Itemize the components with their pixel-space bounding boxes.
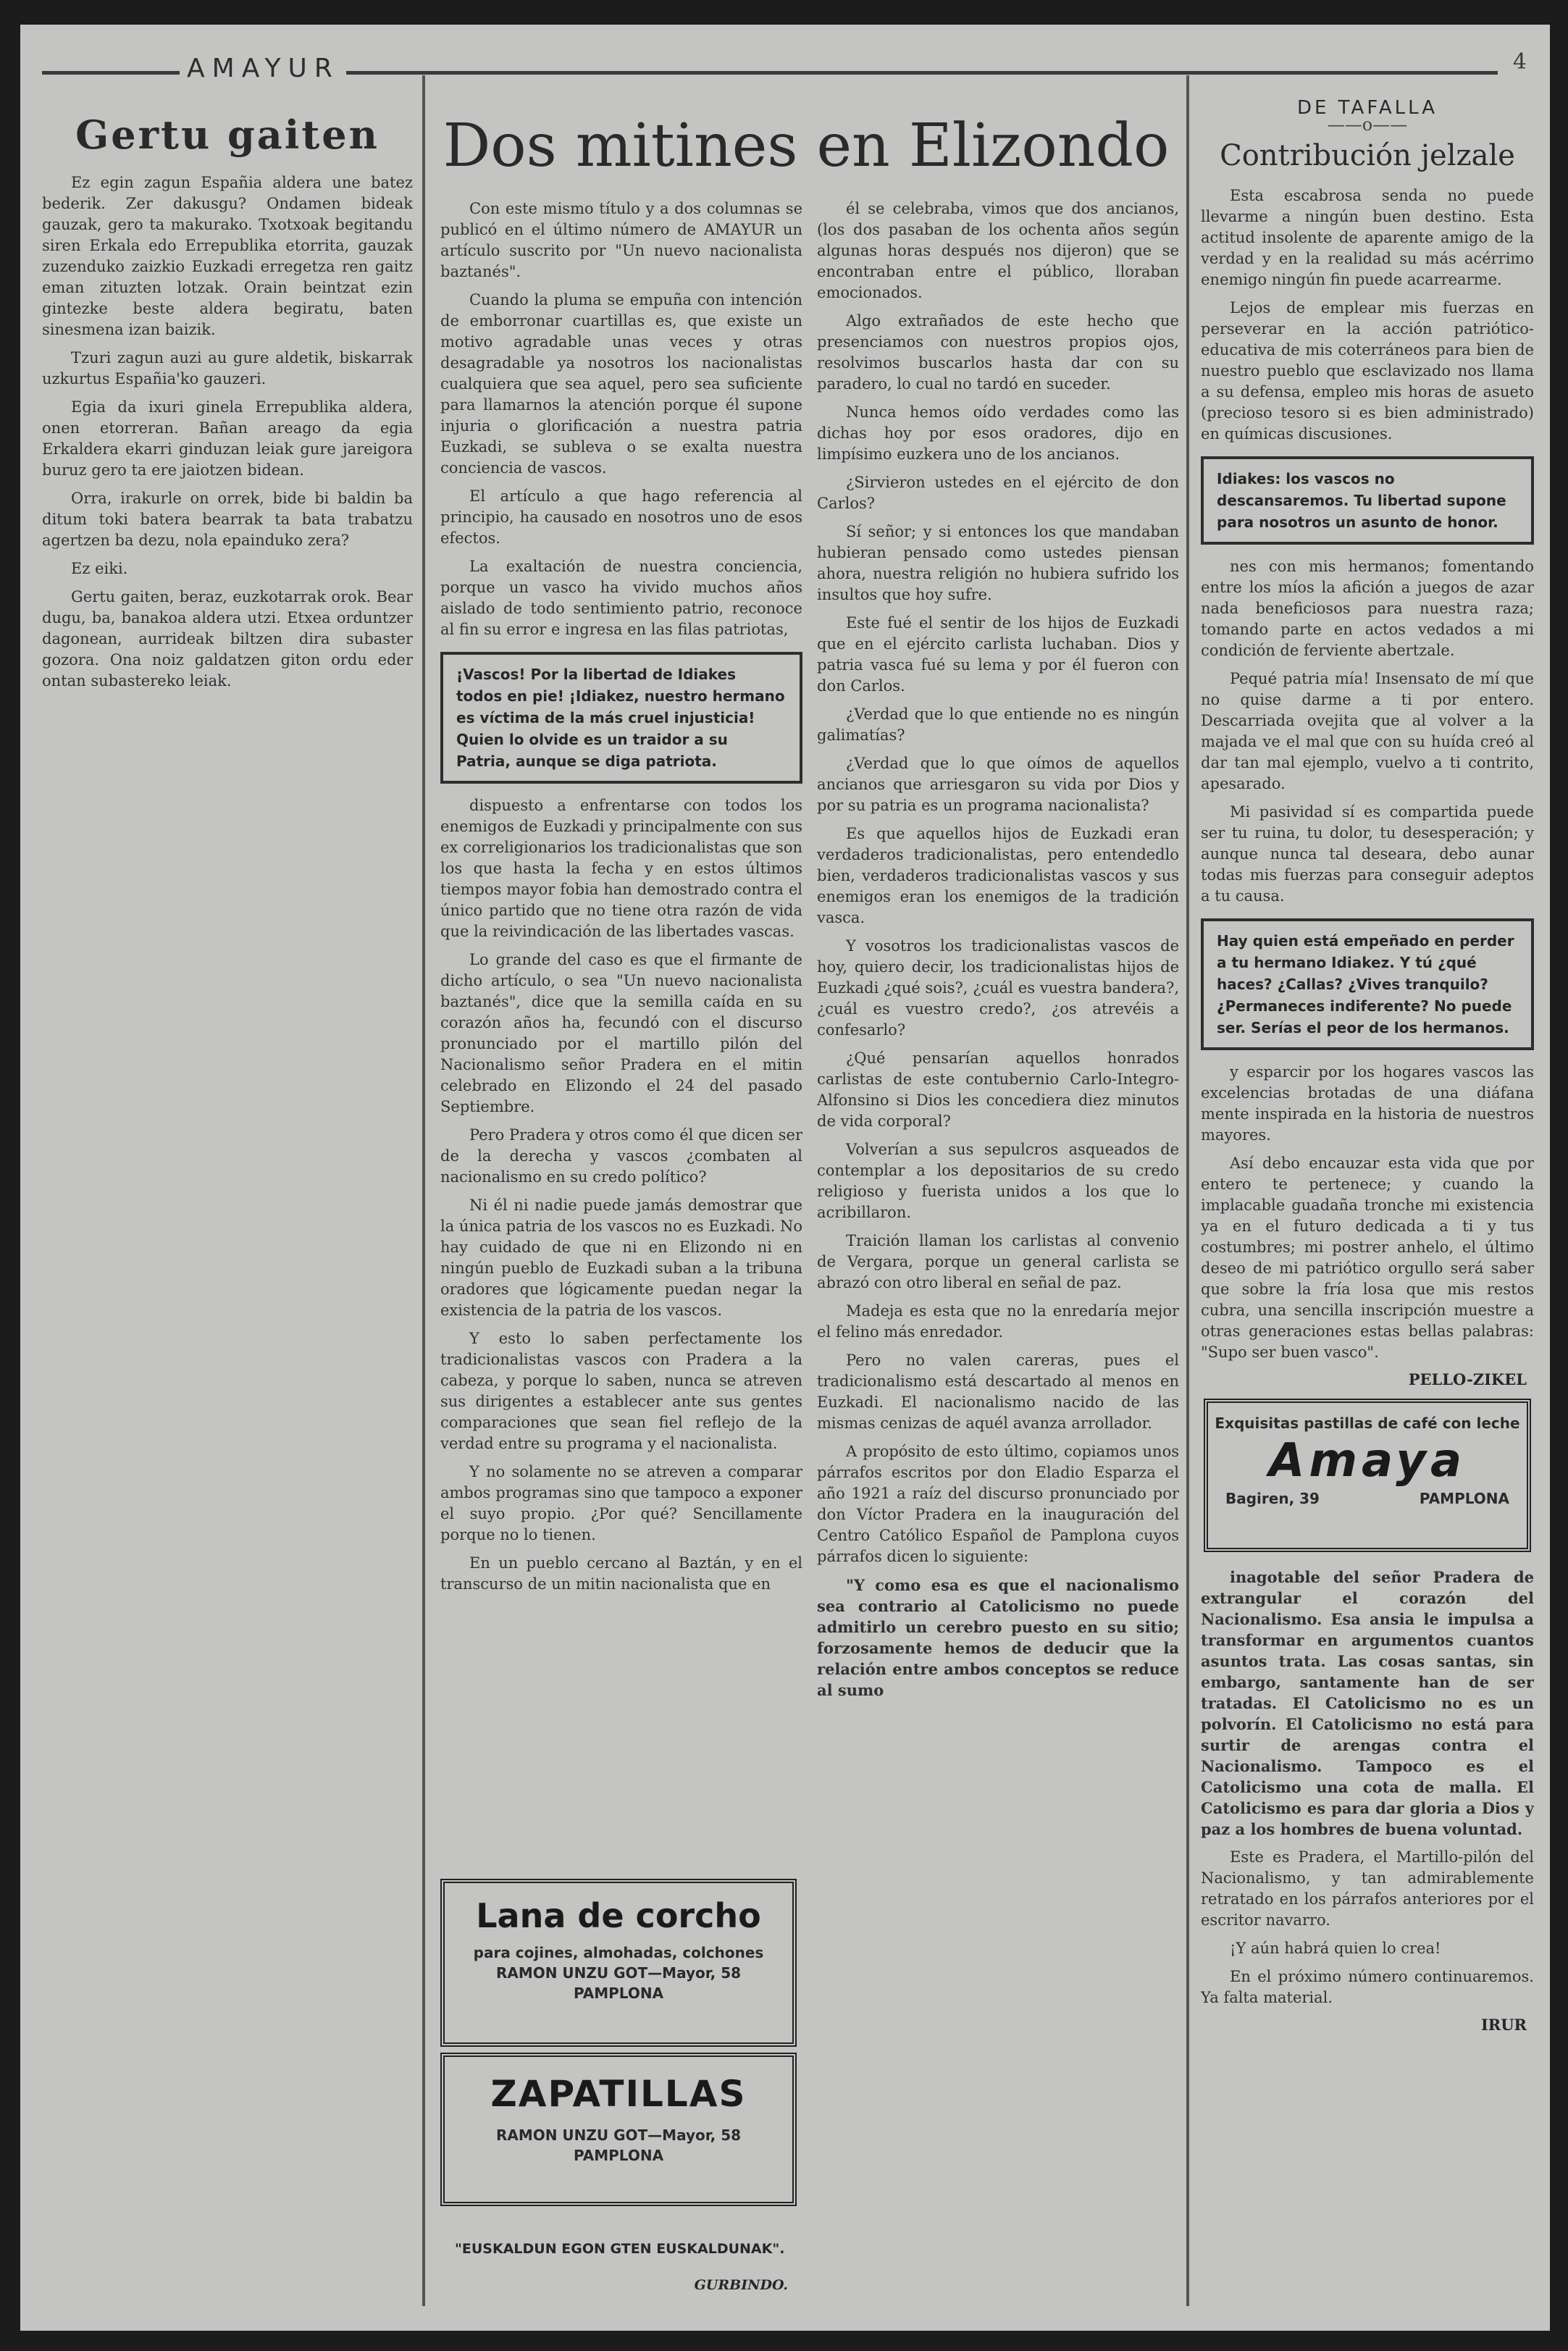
- footer-motto: "EUSKALDUN EGON GTEN EUSKALDUNAK".: [455, 2241, 785, 2257]
- article-quote: "Y como esa es que el nacionalismo sea contrario al Catolicismo no puede admitirlo un cerebro puesto en su sitio; forzosamente hemos de deducir que la relación entre ambos conceptos se reduce al sumo: [817, 1576, 1179, 1699]
- article-dos-mitines-col-a: [440, 198, 802, 1987]
- article-paragraph: Este fué el sentir de los hijos de Euzkadi que en el ejército carlista luchaban. Dios y patria vasca fué su lema y por él fueron con don Carlos.: [817, 614, 1179, 695]
- article-paragraph: inagotable del señor Pradera de extrangular el corazón del Nacionalismo. Esa ansia le impulsa a transformar en argumentos cuantos asuntos trata. Las cosas santas, sin embargo, santamente han de ser tratadas. El Catolicismo no es un polvorín. El Catolicismo no está para surtir de arengas contra el Nacionalismo. Tampoco es el Catolicismo una cota de malla. El Catolicismo es para dar gloria a Dios y paz a los hombres de buena voluntad.: [1201, 1568, 1534, 1838]
- article-paragraph: En el próximo número continuaremos. Ya falta material.: [1201, 1968, 1534, 2006]
- article-paragraph: Lejos de emplear mis fuerzas en perseverar en la acción patriótico-educativa de mis coterráneos para bien de nuestro pueblo que esclavizado nos llama a su defensa, empleo mis horas de asueto (precioso tesoro si es bien administrado) en químicas discusiones.: [1201, 299, 1534, 443]
- article-paragraph: Nunca hemos oído verdades como las dichas hoy por esos oradores, dijo en limpísimo euzkera uno de los ancianos.: [817, 403, 1179, 463]
- article-body: [1201, 1062, 1534, 1363]
- article-body: [817, 198, 1179, 1701]
- article-gertu-gaiten: [42, 112, 413, 2313]
- ornament-divider: ——o——: [1327, 114, 1408, 135]
- article-paragraph: Volverían a sus sepulcros asqueados de contemplar a los depositarios de su credo religioso y fuerista unidos a los que lo acribillaron.: [817, 1141, 1179, 1221]
- article-paragraph: Es que aquellos hijos de Euzkadi eran verdaderos tradicionalistas, pero entendedlo bien, verdaderos tradicionalistas vascos y sus enemigos eran los enemigos de la tradición vasca.: [817, 825, 1179, 926]
- article-paragraph: nes con mis hermanos; fomentando entre los míos la afición a juegos de azar nada beneficiosos para nuestra raza; tomando parte en actos vedados a mi condición de ferviente abertzale.: [1201, 558, 1534, 659]
- ad-lana-de-corcho: [440, 1879, 797, 2047]
- article-paragraph: Ez eiki.: [71, 560, 128, 577]
- notice-box: Hay quien está empeñado en perder a tu hermano Idiakez. Y tú ¿qué haces? ¿Callas? ¿Vives tranquilo? ¿Permaneces indiferente? No puede ser. Serías el peor de los hermanos.: [1201, 918, 1534, 1050]
- ad-address: Bagiren, 39: [1225, 1490, 1320, 1507]
- footer-signature: GURBINDO.: [694, 2277, 788, 2293]
- article-paragraph: Gertu gaiten, beraz, euzkotarrak orok. Bear dugu, ba, banakoa aldera utzi. Etxea orduntzer dagonean, aurrideak biltzen dira subaster gozora. Ona noiz galdatzen giton ordu eder ontan subastereko leiak.: [42, 588, 413, 690]
- article-kicker: DE TAFALLA: [1296, 97, 1438, 119]
- article-title: Contribución jelzale: [1220, 139, 1515, 172]
- article-signature: IRUR: [1480, 2016, 1527, 2034]
- ad-headline: ZAPATILLAS: [490, 2073, 747, 2115]
- page-number: 4: [1512, 49, 1527, 75]
- article-paragraph: Lo grande del caso es que el firmante de dicho artículo, o sea "Un nuevo nacionalista baztanés", dice que la semilla caída en su corazón años ha, fecundó con el discurso pronunciado por el martillo pilón del Nacionalismo señor Pradera en el mitin celebrado en Elizondo el 24 del pasado Septiembre.: [440, 951, 802, 1115]
- article-paragraph: Y no solamente no se atreven a comparar ambos programas sino que tampoco a exponer el suyo propio. ¿Por qué? Sencillamente porque no lo tienen.: [440, 1463, 802, 1543]
- page-header: [42, 49, 1527, 85]
- article-paragraph: Así debo encauzar esta vida que por entero te pertenece; y cuando la implacable guadaña tronche mi existencia ya en el futuro dedicada a ti y tus costumbres; mi postrer anhelo, el último deseo de mi patriótico orgullo será saber que sobre la fría losa que mis restos cubra, una sencilla inscripción muestre a otras generaciones estas bellas palabras: "Supo ser buen vasco".: [1201, 1154, 1534, 1361]
- column-divider: [1186, 75, 1189, 2306]
- ad-city: PAMPLONA: [1419, 1490, 1509, 1507]
- article-paragraph: y esparcir por los hogares vascos las excelencias brotadas de una diáfana mente inspirada en la historia de nuestros mayores.: [1201, 1063, 1534, 1144]
- ad-text: Exquisitas pastillas de café con leche: [1215, 1415, 1520, 1432]
- article-paragraph: Y esto lo saben perfectamente los tradicionalistas vascos con Pradera a la cabeza, y porque lo saben, nunca se atreven sus dirigentes a establecer ante sus gentes comparaciones que sean fiel reflejo de la verdad entre su programa y el nacionalista.: [440, 1330, 802, 1452]
- ad-zapatillas: [440, 2053, 797, 2206]
- article-paragraph: ¿Sirvieron ustedes en el ejército de don Carlos?: [817, 474, 1179, 512]
- article-paragraph: Pequé patria mía! Insensato de mí que no quise darme a ti por entero. Descarriada ovejita que al volver a la majada ve el mal que con su huída creó al dar tan mal ejemplo, vuelvo a ti contrito, apesarado.: [1201, 670, 1534, 792]
- article-paragraph: Ez egin zagun Españia aldera une batez bederik. Zer dakusgu? Ondamen bideak gauzak, gero ta makurako. Txotxoak begitandu siren Erkala edo Errepublika etorrita, gauzak zuzenduko zaizkio Euzkadi erregetza ren gaitz eman zituzten lotzak. Orain beintzat ezin gintezke beste aldera begiratu, baten sinesmena izan baizik.: [42, 174, 413, 338]
- article-paragraph: ¡Y aún habrá quien lo crea!: [1230, 1940, 1441, 1957]
- article-paragraph: Pero no valen careras, pues el tradicionalismo está descartado al menos en Euzkadi. El nacionalismo nacido de las mismas cenizas de aquél avanza arrollador.: [817, 1351, 1179, 1432]
- article-paragraph: A propósito de esto último, copiamos unos párrafos escritos por don Eladio Esparza el año 1921 a raíz del discurso pronunciado por don Víctor Pradera en la inauguración del Centro Católico Español de Pamplona cuyos párrafos dicen lo siguiente:: [817, 1443, 1179, 1565]
- article-paragraph: El artículo a que hago referencia al principio, ha causado en nosotros uno de esos efectos.: [440, 487, 802, 547]
- article-paragraph: Algo extrañados de este hecho que presenciamos con nuestros propios ojos, resolvimos buscarlos hasta dar con su paradero, lo cual no tardó en suceder.: [817, 312, 1179, 393]
- article-signature: PELLO-ZIKEL: [1408, 1370, 1527, 1388]
- ad-city: PAMPLONA: [573, 1985, 664, 2002]
- ad-address-row: [1208, 1488, 1527, 1509]
- article-paragraph: dispuesto a enfrentarse con todos los enemigos de Euzkadi y principalmente con sus ex correligionarios los tradicionalistas que son los que hasta la fecha y en estos últimos tiempos mayor fobia han demostrado contra el único partido que no tiene otra razón de vida que la reivindicación de las libertades vascas.: [440, 797, 802, 940]
- ad-headline: Lana de corcho: [476, 1896, 761, 1935]
- article-paragraph: él se celebraba, vimos que dos ancianos, (los dos pasaban de los ochenta años según algunas horas después nos dijeron) que se encontraban entre el público, lloraban emocionados.: [817, 200, 1179, 301]
- article-paragraph: Cuando la pluma se empuña con intención de emborronar cuartillas es, que existe un motivo agradable unas veces y otras desagradable ya nosotros los nacionalistas cualquiera que sea aquel, pero sea suficiente para llamarnos la atención porque él supone injuria o glorificación a nuestra patria Euzkadi, se subleva o se exalta nuestra conciencia de vascos.: [440, 291, 802, 477]
- article-paragraph: Sí señor; y si entonces los que mandaban hubieran pensado como ustedes piensan ahora, nuestra religión no hubiera sufrido los insultos que hoy sufre.: [817, 523, 1179, 603]
- article-paragraph: Tzuri zagun auzi au gure aldetik, biskarrak uzkurtus Españia'ko gauzeri.: [42, 349, 413, 387]
- article-paragraph: Mi pasividad sí es compartida puede ser tu ruina, tu dolor, tu desesperación; y aunque nunca tal deseara, debo aunar todas mis fuerzas para conseguir adeptos a tu causa.: [1201, 803, 1534, 905]
- article-paragraph: Con este mismo título y a dos columnas se publicó en el último número de AMAYUR un artículo suscrito por "Un nuevo nacionalista baztanés".: [440, 200, 802, 280]
- ad-city: PAMPLONA: [573, 2147, 664, 2164]
- article-body: [1201, 1567, 1534, 2008]
- notice-box: ¡Vascos! Por la libertad de Idiakes todos en pie! ¡Idiakez, nuestro hermano es víctima de la más cruel injusticia! Quien lo olvide es un traidor a su Patria, aunque se diga patriota.: [440, 652, 802, 784]
- article-body: [440, 795, 802, 1595]
- article-paragraph: Madeja es esta que no la enredaría mejor el felino más enredador.: [817, 1302, 1179, 1341]
- article-paragraph: Esta escabrosa senda no puede llevarme a ningún buen destino. Esta actitud insolente de aparente amigo de la verdad y en la realidad su más acérrimo enemigo ningún fin puede acarrearme.: [1201, 187, 1534, 288]
- article-paragraph: En un pueblo cercano al Baztán, y en el transcurso de un mitin nacionalista que en: [440, 1554, 802, 1593]
- article-paragraph: Ni él ni nadie puede jamás demostrar que la única patria de los vascos no es Euzkadi. No hay cuidado de que ni en Elizondo ni en ningún pueblo de Euzkadi suban a la tribuna oradores que lógicamente puedan negar la existencia de la patria de los vascos.: [440, 1197, 802, 1319]
- article-paragraph: ¿Qué pensarían aquellos honrados carlistas de este contubernio Carlo-Integro-Alfonsino si Dios les concediera diez minutos de vida corporal?: [817, 1049, 1179, 1130]
- masthead-title: AMAYUR: [187, 54, 340, 83]
- article-contribucion-jelzale: [1201, 97, 1534, 2321]
- header-rule-right: [346, 71, 1498, 75]
- article-paragraph: ¿Verdad que lo que entiende no es ningún galimatías?: [817, 705, 1179, 744]
- article-title: Dos mitines en Elizondo: [443, 112, 1170, 180]
- article-paragraph: Orra, irakurle on orrek, bide bi baldin ba ditum toki batera bearrak ta bata trabatzu agertzen ba dezu, nola epainduko zera?: [42, 490, 413, 549]
- column-divider: [422, 75, 425, 2306]
- newspaper-page: [20, 25, 1550, 2331]
- article-body: [1201, 556, 1534, 907]
- article-paragraph: ¿Verdad que lo que oímos de aquellos ancianos que arriesgaron su vida por Dios y por su patria es un programa nacionalista?: [817, 755, 1179, 814]
- article-paragraph: Traición llaman los carlistas al convenio de Vergara, porque un general carlista se abrazó con otro liberal en señal de paz.: [817, 1232, 1179, 1291]
- article-body: [440, 198, 802, 640]
- ad-text: para cojines, almohadas, colchones: [473, 1944, 764, 1961]
- ad-text: RAMON UNZU GOT—Mayor, 58: [495, 2126, 742, 2144]
- header-rule-left: [42, 71, 180, 75]
- article-paragraph: Y vosotros los tradicionalistas vascos de hoy, quiero decir, los tradicionalistas hijos de Euzkadi ¿qué sois?, ¿cuál es vuestra bandera?, ¿cuál es vuestro credo?, ¿os atrevéis a confesarlo?: [817, 937, 1179, 1039]
- article-paragraph: Pero Pradera y otros como él que dicen ser de la derecha y vascos ¿combaten al nacionalismo en su credo político?: [440, 1126, 802, 1186]
- ad-text: RAMON UNZU GOT—Mayor, 58: [495, 1964, 742, 1982]
- article-dos-mitines-col-b: [817, 198, 1179, 2321]
- ad-amaya: [1204, 1399, 1531, 1552]
- ad-headline: Amaya: [1268, 1434, 1467, 1488]
- notice-box: Idiakes: los vascos no descansaremos. Tu libertad supone para nosotros un asunto de honor.: [1201, 456, 1534, 545]
- article-paragraph: La exaltación de nuestra conciencia, porque un vasco ha vivido muchos años aislado de todo sentimiento patrio, reconoce al fin su error e ingresa en las filas patriotas,: [440, 558, 802, 638]
- article-paragraph: Este es Pradera, el Martillo-pilón del Nacionalismo, y tan admirablemente retratado en los párrafos anteriores por el escritor navarro.: [1201, 1848, 1534, 1929]
- article-body: [1201, 185, 1534, 445]
- article-body: [42, 172, 413, 692]
- article-paragraph: Egia da ixuri ginela Errepublika aldera, onen etorreran. Bañan areago da egia Erkaldera ekarri ginduzan leiak gure jareigora buruz gero ta ere jaiotzen bidean.: [42, 398, 413, 479]
- article-title: Gertu gaiten: [75, 112, 380, 158]
